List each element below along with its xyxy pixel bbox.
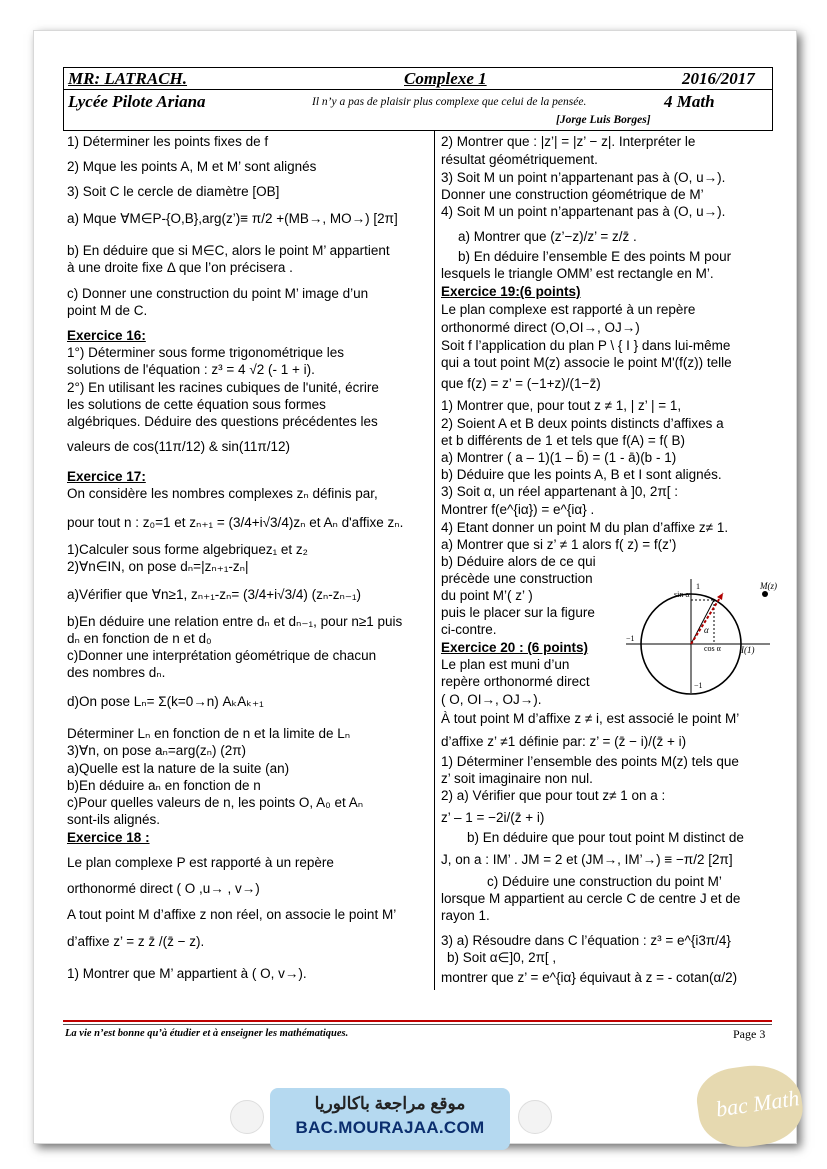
- label-minus-one: −1: [626, 634, 635, 643]
- exercise-19-title: Exercice 19:(6 points): [441, 284, 581, 299]
- ex16-line: algébriques. Déduire des questions précédentes les: [67, 414, 378, 429]
- ex18-line: A tout point M d’affixe z non réel, on associe le point M’: [67, 907, 397, 922]
- ex20-line: montrer que z’ = e^{iα} équivaut à z = - cotan(α/2): [441, 970, 738, 985]
- q3c-line: c) Donner une construction du point M’ image d’un: [67, 286, 369, 301]
- site-logo-right: [518, 1100, 552, 1134]
- school-name: Lycée Pilote Ariana: [68, 92, 206, 111]
- q1-line: 1) Déterminer les points fixes de f: [67, 134, 269, 149]
- ex20-line: 3) a) Résoudre dans C l’équation : z³ = e^{i3π/4}: [441, 933, 731, 948]
- ex17-line: a)Quelle est la nature de la suite (an): [67, 761, 290, 776]
- ex19-line: orthonormé direct (O,OI→, OJ→): [441, 320, 640, 335]
- ex17-line: sont-ils alignés.: [67, 812, 161, 827]
- ex18-q3: 3) Soit M un point n’appartenant pas à (O, u→).: [441, 170, 726, 185]
- header-quote: Il n’y a pas de plaisir plus complexe que celui de la pensée.: [312, 96, 587, 108]
- ex17-line: d)On pose Lₙ= Σ(k=0→n) AₖAₖ₊₁: [67, 694, 264, 709]
- site-banner[interactable]: [270, 1088, 510, 1150]
- ex20-line: À tout point M d’affixe z ≠ i, est associé le point M’: [441, 711, 740, 726]
- header-box: [63, 67, 773, 131]
- ex20-line: ( O, OI→, OJ→).: [441, 692, 542, 707]
- q3b-line: b) En déduire que si M∈C, alors le point M’ appartient: [67, 243, 390, 258]
- ex19-line: Le plan complexe est rapporté à un repère: [441, 302, 696, 317]
- ex20-line: Le plan est muni d’un: [441, 657, 570, 672]
- label-alpha: α: [704, 625, 709, 635]
- ex20-line: rayon 1.: [441, 908, 490, 923]
- ex18-line: résultat géométriquement.: [441, 152, 598, 167]
- footer-rule-thin: [63, 1024, 772, 1025]
- ex17-line: a)Vérifier que ∀n≥1, zₙ₊₁-zₙ= (3/4+i√3/4) (zₙ-zₙ₋₁): [67, 587, 362, 602]
- ex17-line: 2)∀n∈IN, on pose dₙ=|zₙ₊₁-zₙ|: [67, 559, 249, 574]
- ex18-q4: 4) Soit M un point n’appartenant pas à (O, u→).: [441, 204, 726, 219]
- ex20-line: z’ soit imaginaire non nul.: [441, 771, 593, 786]
- ex19-line: 2) Soient A et B deux points distincts d’affixes a: [441, 416, 724, 431]
- column-divider: [434, 130, 435, 990]
- ex19-line: Montrer f(e^{iα}) = e^{iα} .: [441, 502, 595, 517]
- ex19-line: a) Montrer ( a – 1)(1 – b̄) = (1 - ā)(b - 1): [441, 450, 677, 465]
- point-mz: [762, 591, 768, 597]
- ex16-line: 2°) En utilisant les racines cubiques de l'unité, écrire: [67, 380, 379, 395]
- label-cos: cos α: [704, 644, 721, 653]
- ex19-line: du point M’( z’ ): [441, 588, 533, 603]
- exercise-16-title: Exercice 16:: [67, 328, 146, 343]
- ex20-line: 2) a) Vérifier que pour tout z≠ 1 on a :: [441, 788, 666, 803]
- ex19-line: précède une construction: [441, 571, 593, 586]
- label-sin: sin α: [674, 590, 690, 599]
- unit-circle-figure: [618, 575, 778, 695]
- ex17-line: des nombres dₙ.: [67, 665, 166, 680]
- ex20-line: repère orthonormé direct: [441, 674, 590, 689]
- ex20-line: lorsque M appartient au cercle C de centre J et de: [441, 891, 741, 906]
- ex20-line: c) Déduire une construction du point M’: [487, 874, 722, 889]
- ex20-line: b) Soit α∈]0, 2π[ ,: [447, 950, 557, 965]
- ex16-line: 1°) Déterminer sous forme trigonométrique les: [67, 345, 345, 360]
- q2-line: 2) Mque les points A, M et M’ sont alignés: [67, 159, 317, 174]
- ex17-line: pour tout n : z₀=1 et zₙ₊₁ = (3/4+i√3/4)zₙ et Aₙ d'affixe zₙ.: [67, 515, 404, 530]
- ex18-line: Donner une construction géométrique de M’: [441, 187, 704, 202]
- footer-rule: [63, 1020, 772, 1022]
- ex18-q2: 2) Montrer que : |z’| = |z’ − z|. Interpréter le: [441, 134, 696, 149]
- q3b-line2: à une droite fixe Δ que l’on précisera .: [67, 260, 293, 275]
- bac-math-text: bac Math: [714, 1085, 801, 1122]
- red-arrow-line: [691, 593, 723, 644]
- ex19-line: Soit f l’application du plan P \ { I } dans lui-même: [441, 338, 731, 353]
- ex16-line: les solutions de cette équation sous formes: [67, 397, 326, 412]
- ex18-q4a: a) Montrer que (z’−z)/z’ = z/z̄ .: [458, 229, 637, 244]
- ex18-line: lesquels le triangle OMM’ est rectangle en M’.: [441, 266, 714, 281]
- label-one: 1: [696, 582, 700, 591]
- quote-author: [Jorge Luis Borges]: [556, 114, 651, 126]
- ex17-line: b)En déduire une relation entre dₙ et dₙ₋₁, pour n≥1 puis: [67, 614, 403, 629]
- ex17-line: c)Pour quelles valeurs de n, les points O, A₀ et Aₙ: [67, 795, 364, 810]
- ex20-line: z’ – 1 = −2i/(z̄ + i): [441, 810, 545, 825]
- ex19-line: que f(z) = z’ = (−1+z)/(1−z̄): [441, 376, 601, 391]
- ex17-line: On considère les nombres complexes zₙ définis par,: [67, 486, 378, 501]
- site-name-arabic: موقع مراجعة باكالوريا: [314, 1094, 466, 1113]
- ex17-line: 3)∀n, on pose aₙ=arg(zₙ) (2π): [67, 743, 247, 758]
- page-number: Page 3: [733, 1027, 766, 1041]
- label-mz: M(z): [760, 581, 777, 591]
- author: MR: LATRACH.: [68, 69, 188, 88]
- ex20-line: 1) Déterminer l’ensemble des points M(z) tels que: [441, 754, 739, 769]
- ex19-line: 3) Soit α, un réel appartenant à ]0, 2π[ :: [441, 484, 679, 499]
- ex17-line: Déterminer Lₙ en fonction de n et la limite de Lₙ: [67, 726, 351, 741]
- ex20-line: d’affixe z’ ≠1 définie par: z’ = (z̄ − i)/(z̄ + i): [441, 734, 687, 749]
- ex19-line: puis le placer sur la figure: [441, 605, 595, 620]
- ex19-line: b) Déduire que les points A, B et I sont alignés.: [441, 467, 722, 482]
- ex17-line: c)Donner une interprétation géométrique de chacun: [67, 648, 377, 663]
- q3-line: 3) Soit C le cercle de diamètre [OB]: [67, 184, 280, 199]
- ex19-line: 1) Montrer que, pour tout z ≠ 1, | z’ | = 1,: [441, 398, 682, 413]
- ex19-line: 4) Etant donner un point M du plan d’affixe z≠ 1.: [441, 520, 729, 535]
- ex19-line: a) Montrer que si z’ ≠ 1 alors f( z) = f(z’): [441, 537, 677, 552]
- label-i1: I(1): [741, 645, 755, 655]
- ex18-q4b: b) En déduire l’ensemble E des points M pour: [458, 249, 732, 264]
- label-minus-one-y: −1: [694, 681, 703, 690]
- ex20-line: J, on a : IM’ . JM = 2 et (JM→, IM’→) ≡ −π/2 [2π]: [441, 852, 733, 867]
- ex17-line: 1)Calculer sous forme algebriquez₁ et z₂: [67, 542, 308, 557]
- q3a-line: a) Mque ∀M∈P-{O,B},arg(z’)≡ π/2 +(MB→, MO→) [2π]: [67, 211, 398, 226]
- school-year: 2016/2017: [682, 69, 755, 88]
- exercise-18-title: Exercice 18 :: [67, 830, 150, 845]
- exercise-20-title: Exercice 20 : (6 points): [441, 640, 589, 655]
- ex17-line: b)En déduire aₙ en fonction de n: [67, 778, 261, 793]
- ex19-line: ci-contre.: [441, 622, 497, 637]
- site-url[interactable]: BAC.MOURAJAA.COM: [295, 1118, 485, 1137]
- ex18-line: orthonormé direct ( O ,u→ , v→): [67, 881, 260, 896]
- ex17-line: dₙ en fonction de n et d₀: [67, 631, 212, 646]
- ex20-line: b) En déduire que pour tout point M distinct de: [467, 830, 744, 845]
- doc-title: Complexe 1: [404, 69, 487, 88]
- exercise-17-title: Exercice 17:: [67, 469, 146, 484]
- ex16-line: valeurs de cos(11π/12) & sin(11π/12): [67, 439, 290, 454]
- footer-motto: La vie n’est bonne qu’à étudier et à enseigner les mathématiques.: [65, 1028, 349, 1039]
- q3c-line2: point M de C.: [67, 303, 148, 318]
- ex19-line: qui a tout point M(z) associe le point M'(f(z)) telle: [441, 355, 732, 370]
- class-name: 4 Math: [664, 92, 715, 111]
- red-arrow-head: [717, 593, 723, 600]
- ex18-line: 1) Montrer que M’ appartient à ( O, v→).: [67, 966, 307, 981]
- ex18-line: Le plan complexe P est rapporté à un repère: [67, 855, 334, 870]
- ex19-line: et b différents de 1 et tels que f(A) = f( B): [441, 433, 686, 448]
- ex16-line: solutions de l'équation : z³ = 4 √2 (- 1 + i).: [67, 362, 315, 377]
- ex18-line: d’affixe z’ = z z̄ /(z̄ − z).: [67, 934, 205, 949]
- site-logo-left: [230, 1100, 264, 1134]
- ex19-line: b) Déduire alors de ce qui: [441, 554, 596, 569]
